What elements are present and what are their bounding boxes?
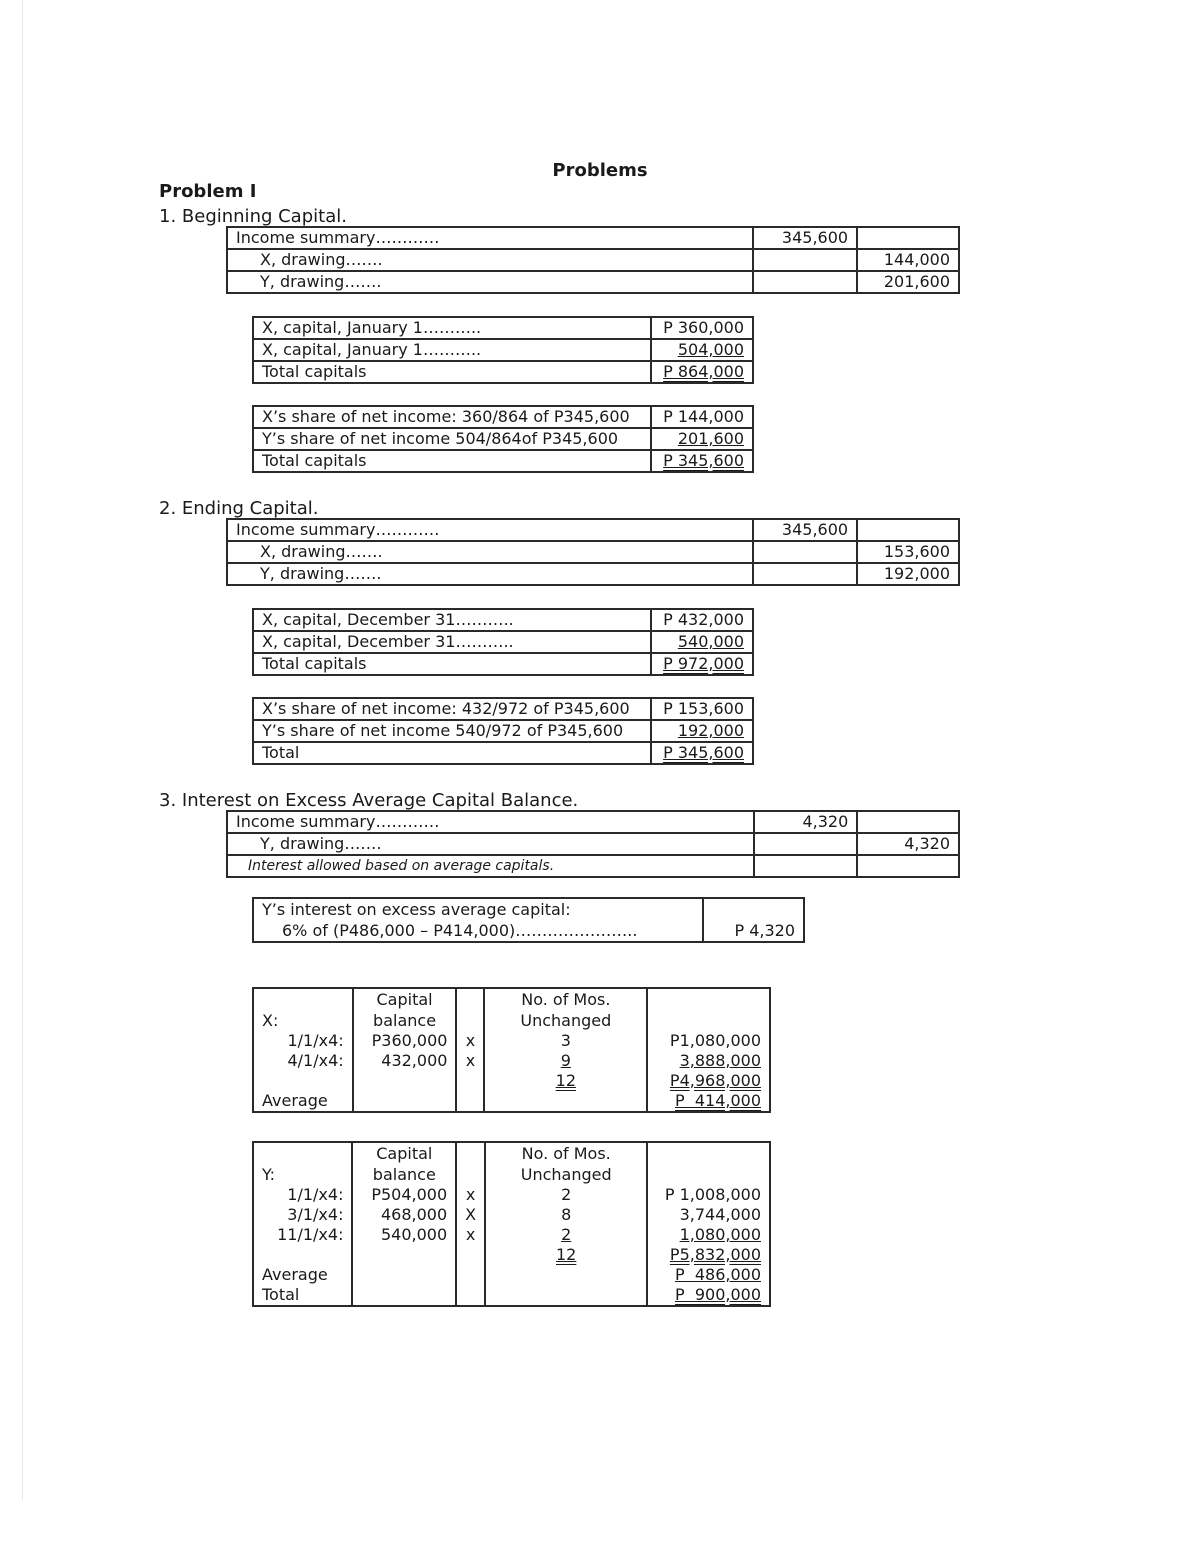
x-operator: x <box>456 1031 484 1051</box>
capital-label: X, capital, January 1……….. <box>253 339 651 361</box>
y-months: 8 <box>485 1205 647 1225</box>
journal-account: Income summary………… <box>227 227 753 249</box>
x-total-product: P4,968,000 <box>669 1071 761 1090</box>
x-product: 3,888,000 <box>679 1051 761 1070</box>
x-total-months: 12 <box>555 1071 577 1090</box>
x-date: 4/1/x4: <box>287 1051 344 1070</box>
share-amount: P 144,000 <box>651 406 753 428</box>
interest-line-2: 6% of (P486,000 – P414,000)………………….. <box>282 921 638 940</box>
table-row <box>253 1071 770 1091</box>
journal-account: X, drawing……. <box>227 541 753 563</box>
y-average-value: P 486,000 <box>675 1265 761 1284</box>
table-row <box>253 1205 770 1225</box>
col-months-header: Unchanged <box>520 1011 612 1030</box>
journal-debit <box>754 833 858 855</box>
y-label: Y: <box>262 1165 276 1184</box>
share-total: P 345,600 <box>663 451 744 470</box>
journal-credit: 192,000 <box>857 563 959 585</box>
col-capital-header: Capital <box>376 990 433 1009</box>
share-label: X’s share of net income: 360/864 of P345,600 <box>253 406 651 428</box>
journal-debit <box>753 563 857 585</box>
col-capital-header: balance <box>372 1165 436 1184</box>
capital-label: Total capitals <box>253 653 651 675</box>
y-total-months: 12 <box>556 1245 577 1264</box>
journal-account: Income summary………… <box>227 519 753 541</box>
y-balance: 540,000 <box>352 1225 456 1245</box>
share-label: Total <box>253 742 651 764</box>
journal-credit <box>857 519 959 541</box>
interest-amount: P 4,320 <box>703 898 804 942</box>
share-total: P 345,600 <box>663 743 744 762</box>
table-row <box>253 1185 770 1205</box>
capital-amount: P 432,000 <box>651 609 753 631</box>
x-product: P1,080,000 <box>647 1031 770 1051</box>
y-operator: X <box>456 1205 485 1225</box>
share-label: X’s share of net income: 432/972 of P345,600 <box>253 698 651 720</box>
y-average-capital-table <box>252 1141 771 1307</box>
y-product: 3,744,000 <box>647 1205 770 1225</box>
x-date: 1/1/x4: <box>287 1031 344 1050</box>
journal-debit <box>753 541 857 563</box>
capital-amount: 540,000 <box>677 632 744 651</box>
journal-debit <box>753 249 857 271</box>
journal-debit <box>753 271 857 293</box>
section-1-journal <box>226 226 960 294</box>
x-label: X: <box>262 1011 279 1030</box>
journal-account: Y, drawing……. <box>227 271 753 293</box>
capital-amount: 504,000 <box>677 340 744 359</box>
journal-debit: 345,600 <box>753 227 857 249</box>
journal-credit: 153,600 <box>857 541 959 563</box>
journal-credit <box>857 811 959 833</box>
capital-total: P 972,000 <box>663 654 744 673</box>
y-date: 11/1/x4: <box>277 1225 344 1244</box>
capital-total: P 864,000 <box>663 362 744 381</box>
col-capital-header: Capital <box>376 1144 433 1163</box>
y-total-product: P5,832,000 <box>669 1245 761 1264</box>
journal-credit: 144,000 <box>857 249 959 271</box>
col-capital-header: balance <box>373 1011 437 1030</box>
journal-row <box>227 227 959 249</box>
section-2-heading: 2. Ending Capital. <box>159 498 319 519</box>
x-average-label: Average <box>262 1091 328 1110</box>
section-3-journal <box>226 810 960 878</box>
table-row <box>253 1245 770 1265</box>
share-amount: 201,600 <box>677 429 744 448</box>
table-row <box>253 1285 770 1306</box>
journal-credit <box>857 227 959 249</box>
x-operator: x <box>456 1051 484 1071</box>
section-2-journal <box>226 518 960 586</box>
x-balance: 432,000 <box>353 1051 457 1071</box>
table-row <box>253 1265 770 1285</box>
share-label: Y’s share of net income 504/864of P345,600 <box>253 428 651 450</box>
journal-row <box>227 271 959 293</box>
journal-row <box>227 541 959 563</box>
y-operator: x <box>456 1185 485 1205</box>
share-amount: 192,000 <box>677 721 744 740</box>
x-months: 9 <box>560 1051 571 1070</box>
capital-label: X, capital, January 1……….. <box>253 317 651 339</box>
y-date: 1/1/x4: <box>287 1185 344 1204</box>
x-balance: P360,000 <box>353 1031 457 1051</box>
y-balance: P504,000 <box>352 1185 456 1205</box>
section-2-capitals <box>252 608 754 676</box>
capital-label: X, capital, December 31……….. <box>253 609 651 631</box>
share-label: Total capitals <box>253 450 651 472</box>
section-1-shares <box>252 405 754 473</box>
x-months: 3 <box>484 1031 647 1051</box>
journal-row <box>227 833 959 855</box>
y-average-label: Average <box>262 1265 328 1284</box>
journal-account: Y, drawing……. <box>227 833 754 855</box>
share-amount: P 153,600 <box>651 698 753 720</box>
y-balance: 468,000 <box>352 1205 456 1225</box>
section-1-capitals <box>252 316 754 384</box>
col-months-header: No. of Mos. <box>521 990 611 1009</box>
x-average-capital-table <box>252 987 771 1113</box>
journal-debit: 4,320 <box>754 811 858 833</box>
journal-row <box>227 811 959 833</box>
table-row <box>253 1225 770 1245</box>
section-3-heading: 3. Interest on Excess Average Capital Balance. <box>159 790 579 811</box>
table-row <box>253 1091 770 1112</box>
table-row <box>253 1031 770 1051</box>
problem-title: Problem I <box>159 181 257 202</box>
journal-credit: 4,320 <box>857 833 959 855</box>
section-2-shares <box>252 697 754 765</box>
y-months: 2 <box>561 1225 572 1244</box>
journal-row <box>227 519 959 541</box>
col-months-header: No. of Mos. <box>521 1144 611 1163</box>
journal-account: Income summary………… <box>227 811 754 833</box>
journal-debit: 345,600 <box>753 519 857 541</box>
capital-label: X, capital, December 31……….. <box>253 631 651 653</box>
capital-amount: P 360,000 <box>651 317 753 339</box>
journal-row <box>227 249 959 271</box>
y-product: P 1,008,000 <box>647 1185 770 1205</box>
y-total-value: P 900,000 <box>675 1285 761 1304</box>
journal-credit: 201,600 <box>857 271 959 293</box>
y-product: 1,080,000 <box>679 1225 761 1244</box>
share-label: Y’s share of net income 540/972 of P345,600 <box>253 720 651 742</box>
journal-account: Y, drawing……. <box>227 563 753 585</box>
interest-line-1: Y’s interest on excess average capital: <box>262 900 571 919</box>
page-title: Problems <box>552 160 648 181</box>
journal-row <box>227 563 959 585</box>
y-months: 2 <box>485 1185 647 1205</box>
capital-label: Total capitals <box>253 361 651 383</box>
journal-account: X, drawing……. <box>227 249 753 271</box>
section-1-heading: 1. Beginning Capital. <box>159 206 347 227</box>
col-months-header: Unchanged <box>520 1165 612 1184</box>
y-operator: x <box>456 1225 485 1245</box>
page-edge <box>22 0 23 1500</box>
y-date: 3/1/x4: <box>287 1205 344 1224</box>
y-total-label: Total <box>262 1285 300 1304</box>
interest-box <box>252 897 805 943</box>
journal-row <box>227 855 959 877</box>
journal-note: Interest allowed based on average capitals. <box>227 855 754 877</box>
table-row <box>253 1051 770 1071</box>
x-average-value: P 414,000 <box>675 1091 761 1110</box>
